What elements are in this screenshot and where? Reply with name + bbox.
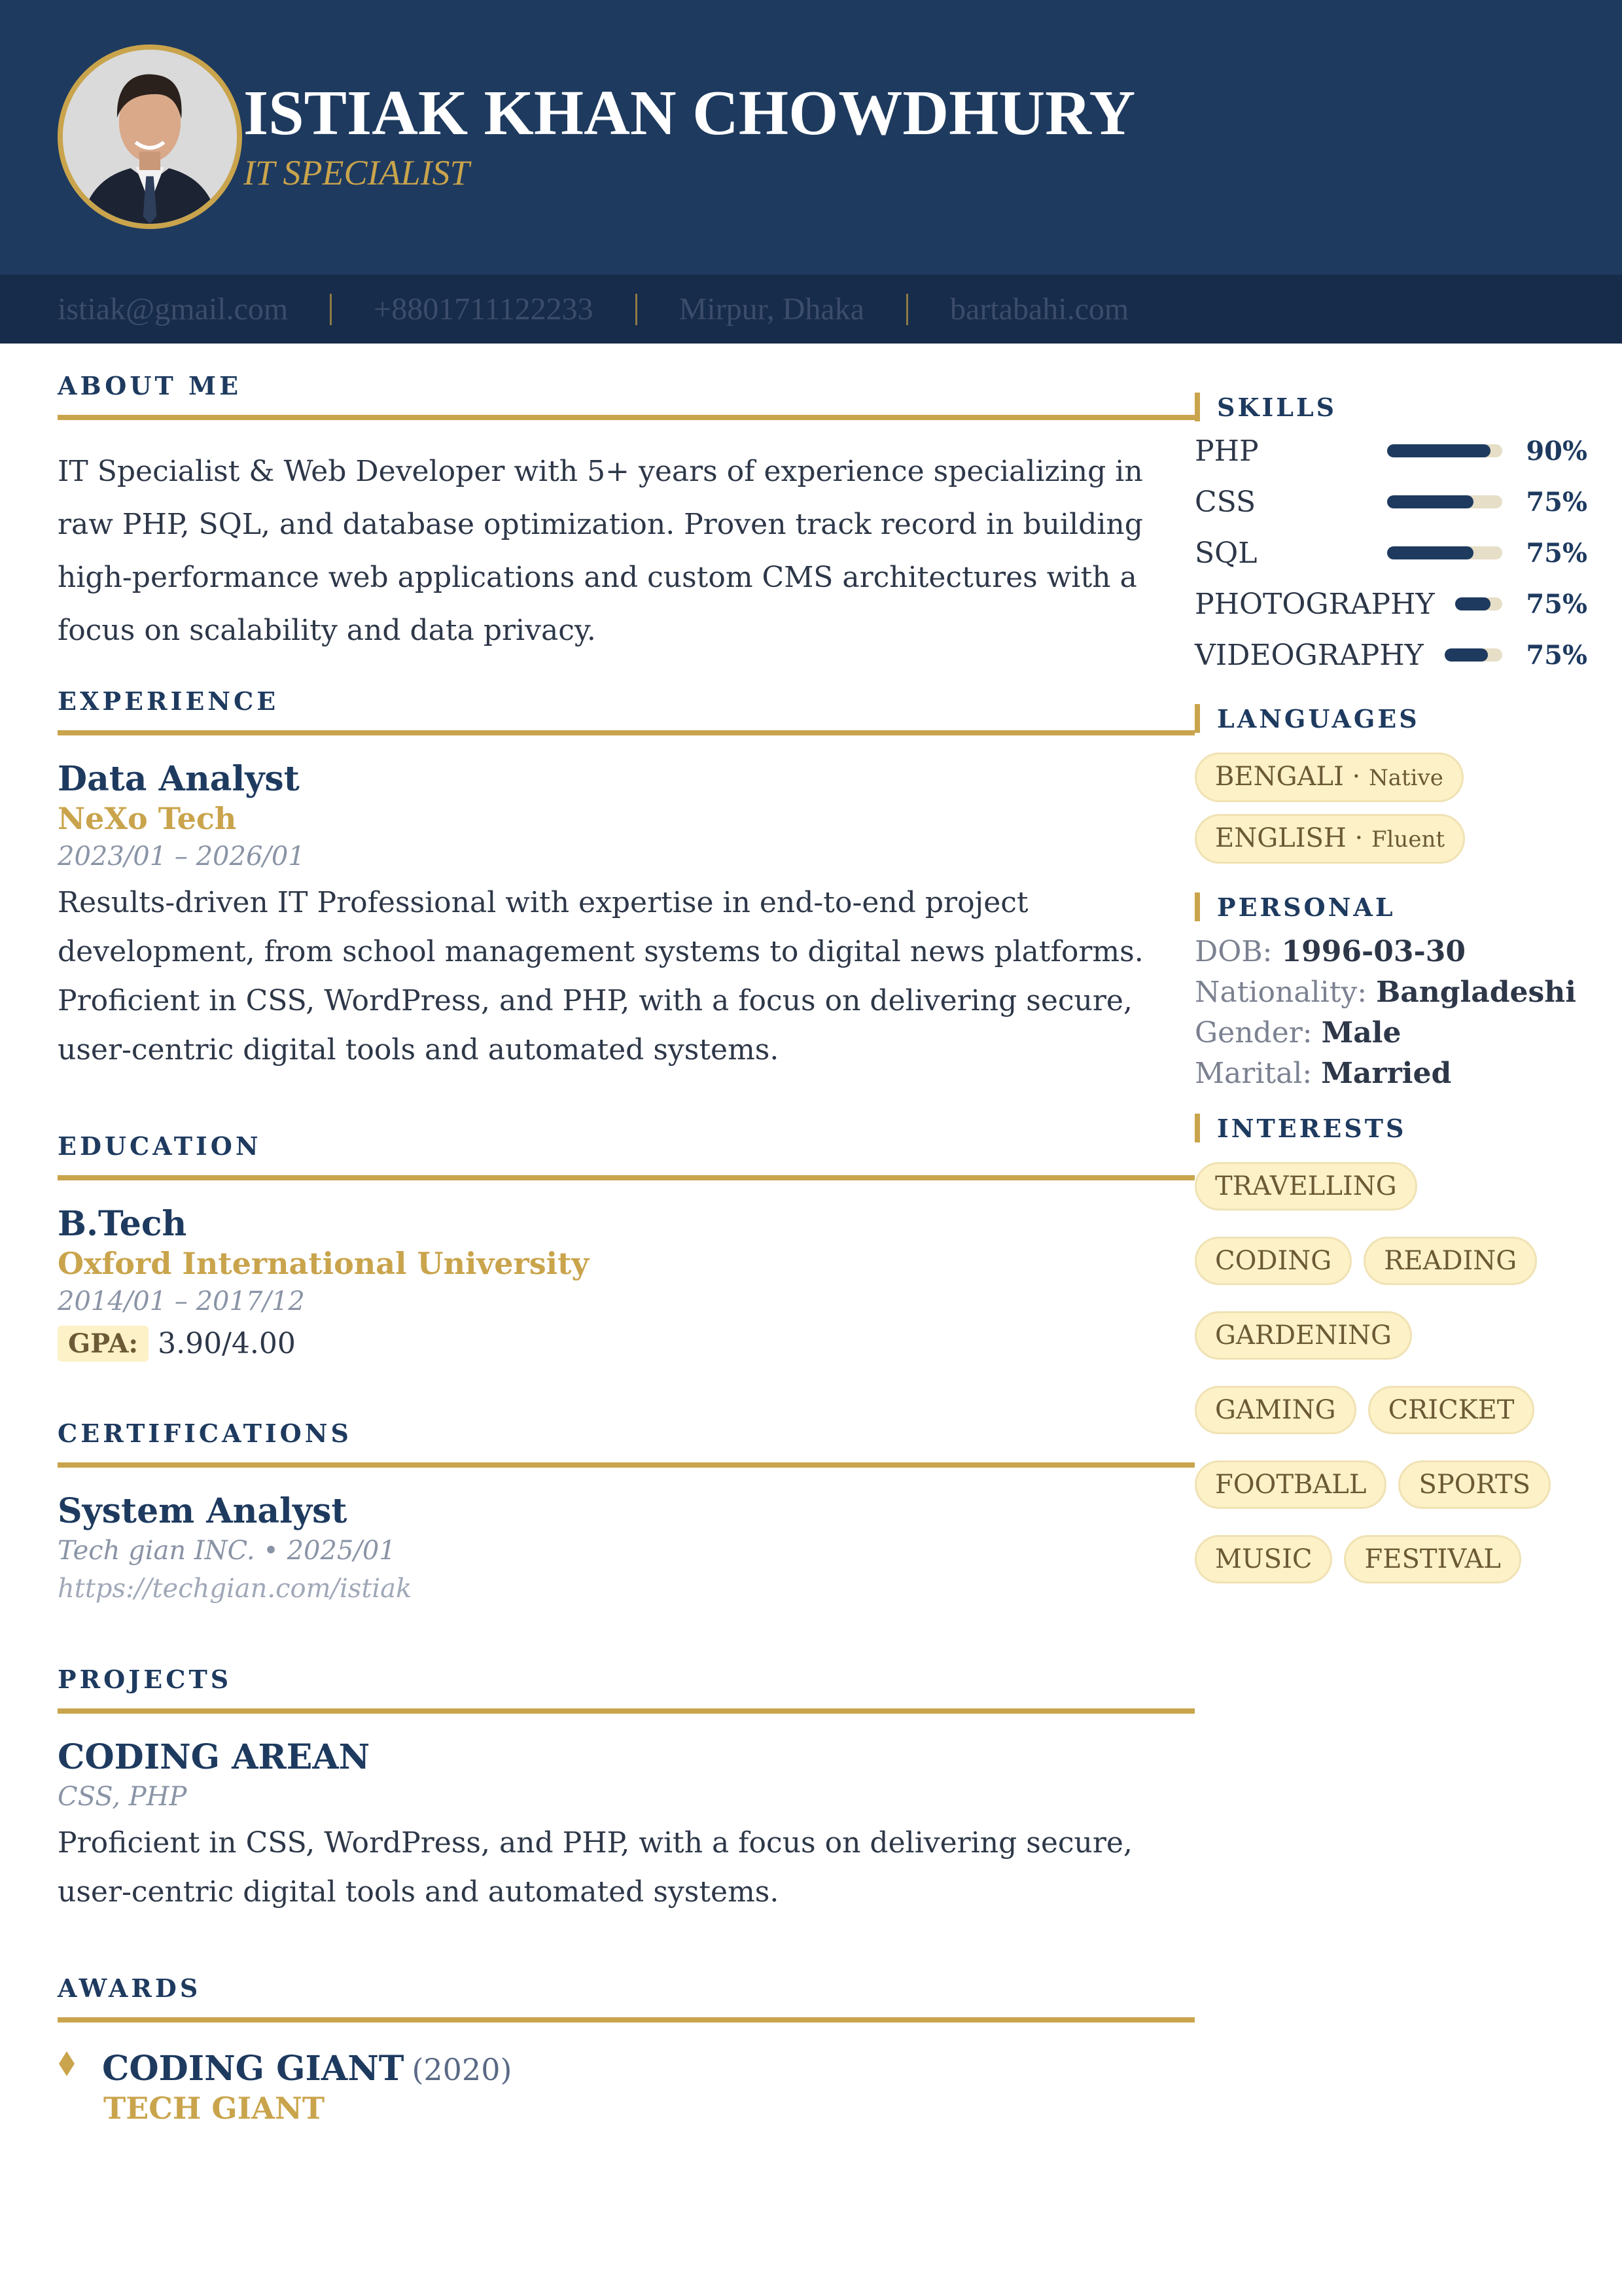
languages-heading: LANGUAGES <box>1217 703 1420 733</box>
project-tech: CSS, PHP <box>58 1782 187 1812</box>
project-item <box>58 1737 1196 1916</box>
language-name: ENGLISH <box>1215 823 1347 853</box>
language-pill <box>1195 814 1465 864</box>
skill-progress-bar <box>1387 546 1502 559</box>
award-title: CODING GIANT <box>102 2049 404 2089</box>
candidate-name: ISTIAK KHAN CHOWDHURY <box>243 78 1136 149</box>
divider <box>330 294 332 325</box>
field-label: DOB: <box>1195 935 1273 968</box>
skill-progress-fill <box>1387 546 1473 559</box>
company-name: NeXo Tech <box>58 801 237 836</box>
divider <box>635 294 637 325</box>
heading-accent <box>1195 892 1200 921</box>
gpa-value: 3.90/4.00 <box>158 1327 296 1360</box>
certifications-section <box>58 1414 1196 1608</box>
project-title: CODING AREAN <box>58 1737 370 1777</box>
skill-item <box>1195 527 1587 578</box>
person-photo-icon <box>63 50 237 224</box>
skill-progress-bar <box>1387 444 1502 457</box>
skill-name: SQL <box>1195 536 1258 570</box>
interest-pill: FOOTBALL <box>1195 1460 1386 1509</box>
about-text: IT Specialist & Web Developer with 5+ years of experience specializing in raw PHP, SQL, and database optimization. Proven track record in building high-performance web applications and custom CMS architectures with a focus on scalability and data privacy. <box>58 455 1143 647</box>
language-pill <box>1195 752 1464 802</box>
contact-location: Mirpur, Dhaka <box>679 292 865 327</box>
language-level: Native <box>1368 765 1443 791</box>
skill-percent: 75% <box>1526 537 1587 569</box>
field-label: Nationality: <box>1195 976 1367 1009</box>
field-label: Gender: <box>1195 1016 1313 1050</box>
candidate-title: IT SPECIALIST <box>243 153 470 192</box>
skill-progress-fill <box>1445 648 1488 662</box>
contact-website[interactable]: bartabahi.com <box>950 292 1129 327</box>
award-item <box>58 2049 1196 2128</box>
heading-accent <box>1195 393 1200 421</box>
interests-heading: INTERESTS <box>1217 1113 1407 1143</box>
skill-progress-fill <box>1387 444 1490 457</box>
language-name: BENGALI <box>1215 762 1344 792</box>
skill-item <box>1195 578 1587 629</box>
field-value: Bangladeshi <box>1376 976 1576 1009</box>
skill-item <box>1195 629 1587 680</box>
contact-phone[interactable]: +8801711122233 <box>374 292 593 327</box>
awards-section <box>58 1969 1196 2128</box>
personal-marital <box>1195 1053 1587 1094</box>
section-heading: CERTIFICATIONS <box>58 1419 352 1448</box>
interest-pill: TRAVELLING <box>1195 1162 1417 1210</box>
separator: · <box>1343 762 1369 792</box>
award-organization: TECH GIANT <box>103 2091 325 2126</box>
award-year: (2020) <box>412 2052 512 2087</box>
experience-item <box>58 759 1196 1074</box>
skill-name: VIDEOGRAPHY <box>1195 638 1424 672</box>
skill-percent: 75% <box>1526 486 1587 518</box>
sidebar-heading <box>1195 704 1587 733</box>
field-value: Married <box>1321 1057 1452 1090</box>
skill-progress-fill <box>1387 495 1473 508</box>
interests-list <box>1195 1162 1561 1583</box>
certification-issuer: Tech gian INC. • 2025/01 <box>58 1536 396 1566</box>
about-section <box>58 366 1196 657</box>
gpa-badge: GPA: <box>58 1326 149 1362</box>
sidebar-heading <box>1195 892 1587 921</box>
interest-pill: GARDENING <box>1195 1311 1412 1360</box>
interest-pill: CODING <box>1195 1237 1352 1285</box>
personal-gender <box>1195 1013 1587 1053</box>
heading-accent <box>1195 1114 1200 1142</box>
skill-item <box>1195 425 1587 476</box>
degree: B.Tech <box>58 1204 187 1244</box>
field-value: Male <box>1321 1016 1402 1050</box>
education-item <box>58 1204 1196 1362</box>
personal-nationality <box>1195 972 1587 1013</box>
section-divider <box>58 1708 1195 1714</box>
section-divider <box>58 730 1195 735</box>
sidebar-heading <box>1195 393 1587 421</box>
section-heading: EDUCATION <box>58 1131 262 1161</box>
job-dates: 2023/01 – 2026/01 <box>58 841 305 872</box>
skill-name: PHOTOGRAPHY <box>1195 587 1435 621</box>
separator: · <box>1346 823 1371 853</box>
skills-list <box>1195 425 1587 680</box>
skill-name: PHP <box>1195 434 1259 468</box>
institution: Oxford International University <box>58 1246 590 1281</box>
interests-section <box>1195 1114 1587 1583</box>
gpa-row <box>58 1326 1196 1362</box>
skill-name: CSS <box>1195 485 1256 519</box>
section-heading: ABOUT ME <box>58 371 242 400</box>
section-divider <box>58 415 1195 420</box>
section-divider <box>58 1462 1195 1468</box>
heading-accent <box>1195 704 1200 733</box>
certification-item <box>58 1491 1196 1608</box>
job-title: Data Analyst <box>58 759 300 799</box>
interest-pill: READING <box>1364 1237 1537 1285</box>
skill-percent: 75% <box>1526 639 1587 671</box>
personal-heading: PERSONAL <box>1217 892 1396 922</box>
interest-pill: MUSIC <box>1195 1535 1332 1583</box>
main-column <box>58 366 1196 2128</box>
skill-progress-bar <box>1445 648 1502 662</box>
field-value: 1996-03-30 <box>1281 935 1466 968</box>
personal-list <box>1195 932 1587 1094</box>
education-dates: 2014/01 – 2017/12 <box>58 1286 305 1316</box>
section-divider <box>58 2017 1195 2022</box>
contact-email[interactable]: istiak@gmail.com <box>58 292 289 327</box>
job-description: Results-driven IT Professional with expertise in end-to-end project development, from school management systems to digital news platforms. Proficient in CSS, WordPress, and PHP, with a focus on delivering secure, user-centric digital tools and automated systems. <box>58 886 1144 1067</box>
certification-url[interactable]: https://techgian.com/istiak <box>58 1574 412 1604</box>
sidebar-column <box>1195 393 1587 1583</box>
section-heading: EXPERIENCE <box>58 686 279 716</box>
skill-progress-fill <box>1455 597 1490 610</box>
projects-section <box>58 1660 1196 1916</box>
interest-pill: CRICKET <box>1368 1386 1535 1434</box>
interest-pill: SPORTS <box>1398 1460 1551 1509</box>
section-heading: PROJECTS <box>58 1665 232 1694</box>
contact-bar <box>0 275 1622 344</box>
skill-progress-bar <box>1387 495 1502 508</box>
languages-list <box>1195 752 1587 864</box>
skill-progress-bar <box>1455 597 1502 610</box>
skills-section <box>1195 393 1587 680</box>
language-level: Fluent <box>1371 826 1445 853</box>
skills-heading: SKILLS <box>1217 392 1337 422</box>
education-section <box>58 1127 1196 1362</box>
section-heading: AWARDS <box>58 1973 202 2003</box>
personal-section <box>1195 892 1587 1094</box>
field-label: Marital: <box>1195 1057 1313 1090</box>
skill-percent: 75% <box>1526 588 1587 620</box>
experience-section <box>58 682 1196 1074</box>
skill-percent: 90% <box>1526 435 1587 467</box>
diamond-bullet-icon <box>59 2051 75 2076</box>
divider <box>906 294 908 325</box>
sidebar-heading <box>1195 1114 1587 1142</box>
interest-pill: FESTIVAL <box>1344 1535 1521 1583</box>
personal-dob <box>1195 932 1587 972</box>
section-divider <box>58 1175 1195 1180</box>
interest-pill: GAMING <box>1195 1386 1356 1434</box>
project-description: Proficient in CSS, WordPress, and PHP, with a focus on delivering secure, user-centric digital tools and automated systems. <box>58 1826 1133 1909</box>
profile-photo <box>58 44 242 229</box>
certification-title: System Analyst <box>58 1491 347 1531</box>
skill-item <box>1195 476 1587 527</box>
languages-section <box>1195 704 1587 864</box>
resume-header <box>0 0 1622 275</box>
